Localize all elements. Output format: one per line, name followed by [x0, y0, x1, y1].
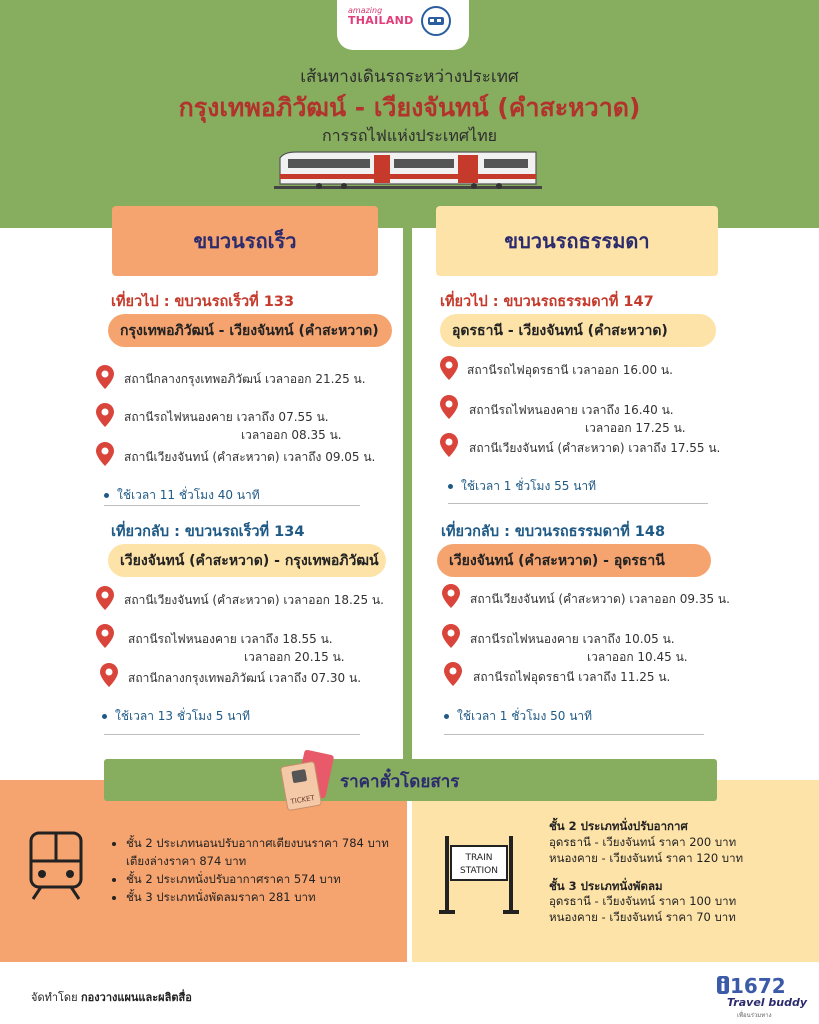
location-pin-icon	[96, 442, 114, 466]
credit-org: กองวางแผนและผลิตสื่อ	[81, 991, 192, 1004]
ticket-icon	[280, 750, 338, 812]
fare-right-line: หนองคาย - เวียงจันทน์ ราคา 120 บาท	[549, 851, 744, 865]
credit-line	[31, 988, 192, 1006]
logo-amazing-text: amazing	[348, 6, 383, 15]
amazing-thailand-logo: THAILAND	[348, 14, 414, 27]
right-ret-station-2-arrive: สถานีรถไฟหนองคาย เวลาถึง 10.05 น.	[470, 632, 675, 646]
train-front-icon	[27, 829, 85, 901]
left-ret-station-2-arrive: สถานีรถไฟหนองคาย เวลาถึง 18.55 น.	[128, 632, 333, 646]
right-out-station-2-depart: เวลาออก 17.25 น.	[585, 421, 686, 435]
header-subtitle: เส้นทางเดินรถระหว่างประเทศ	[300, 67, 519, 87]
bullet-dot-icon	[102, 714, 107, 719]
right-out-duration	[448, 477, 596, 496]
separator-line	[104, 505, 360, 506]
fare-right-line: หนองคาย - เวียงจันทน์ ราคา 70 บาท	[549, 910, 736, 924]
train-illustration-icon	[274, 150, 542, 192]
info-i-icon	[716, 975, 730, 995]
ticket-label: TICKET	[289, 793, 316, 806]
fare-item	[112, 834, 389, 852]
fare-list-left	[112, 834, 389, 906]
express-train-heading: ขบวนรถเร็ว	[112, 206, 378, 276]
left-ret-duration-text: ใช้เวลา 13 ชั่วโมง 5 นาที	[115, 709, 251, 723]
fare-item	[112, 888, 389, 906]
right-out-station-1: สถานีรถไฟอุดรธานี เวลาออก 16.00 น.	[467, 363, 673, 377]
location-pin-icon	[440, 433, 458, 457]
location-pin-icon	[96, 586, 114, 610]
bullet-dot-icon	[112, 842, 116, 846]
fare-right-line: อุดรธานี - เวียงจันทน์ ราคา 200 บาท	[549, 835, 737, 849]
location-pin-icon	[444, 662, 462, 686]
right-ret-duration	[444, 707, 592, 726]
sign-line-2: STATION	[460, 866, 498, 876]
fare-right-line: อุดรธานี - เวียงจันทน์ ราคา 100 บาท	[549, 894, 737, 908]
page-title: กรุงเทพอภิวัฒน์ - เวียงจันทน์ (คำสะหวาด)	[178, 93, 641, 122]
sign-line-1: TRAIN	[465, 853, 493, 863]
fare-item-text: ชั้น 3 ประเภทนั่งพัดลมราคา 281 บาท	[126, 890, 316, 904]
column-divider	[403, 228, 412, 788]
left-out-station-3: สถานีเวียงจันทน์ (คำสะหวาด) เวลาถึง 09.05 น.	[124, 450, 376, 464]
right-out-station-3: สถานีเวียงจันทน์ (คำสะหวาด) เวลาถึง 17.55 น.	[469, 441, 721, 455]
travel-buddy-logo: Travel buddy	[727, 996, 807, 1009]
train-station-sign-icon	[437, 836, 521, 914]
fare-right-heading-2: ชั้น 3 ประเภทนั่งพัดลม	[549, 879, 663, 893]
left-out-duration-text: ใช้เวลา 11 ชั่วโมง 40 นาที	[117, 488, 260, 502]
right-out-station-2-arrive: สถานีรถไฟหนองคาย เวลาถึง 16.40 น.	[469, 403, 674, 417]
fare-title: ราคาตั๋วโดยสาร	[340, 772, 460, 792]
right-outbound-trip: เที่ยวไป : ขบวนรถธรรมดาที่ 147	[440, 294, 654, 310]
location-pin-icon	[96, 365, 114, 389]
hotline-number: 1672	[730, 974, 786, 998]
left-out-station-2-arrive: สถานีรถไฟหนองคาย เวลาถึง 07.55 น.	[124, 410, 329, 424]
right-out-duration-text: ใช้เวลา 1 ชั่วโมง 55 นาที	[461, 479, 597, 493]
left-out-station-2-depart: เวลาออก 08.35 น.	[241, 428, 342, 442]
fare-item-text: เตียงล่างราคา 874 บาท	[126, 854, 247, 868]
fare-right-heading-1: ชั้น 2 ประเภทนั่งปรับอากาศ	[549, 819, 688, 833]
left-ret-duration	[102, 707, 250, 726]
right-ret-station-3: สถานีรถไฟอุดรธานี เวลาถึง 11.25 น.	[473, 670, 671, 684]
travel-buddy-subtext: เพื่อนร่วมทาง	[737, 1012, 772, 1019]
location-pin-icon	[442, 624, 460, 648]
bullet-dot-icon	[112, 878, 116, 882]
fare-item-text: ชั้น 2 ประเภทนอนปรับอากาศเตียงบนราคา 784 บาท	[126, 836, 389, 850]
right-outbound-route: อุดรธานี - เวียงจันทน์ (คำสะหวาด)	[440, 314, 716, 347]
separator-line	[448, 503, 708, 504]
bullet-dot-icon	[104, 493, 109, 498]
bullet-dot-icon	[112, 896, 116, 900]
right-ret-duration-text: ใช้เวลา 1 ชั่วโมง 50 นาที	[457, 709, 593, 723]
location-pin-icon	[440, 356, 458, 380]
location-pin-icon	[100, 663, 118, 687]
left-outbound-route: กรุงเทพอภิวัฒน์ - เวียงจันทน์ (คำสะหวาด)	[108, 314, 392, 347]
bullet-dot-icon	[444, 714, 449, 719]
separator-line	[104, 734, 360, 735]
fare-item	[112, 870, 389, 888]
left-outbound-trip: เที่ยวไป : ขบวนรถเร็วที่ 133	[111, 294, 295, 310]
left-ret-station-2-depart: เวลาออก 20.15 น.	[244, 650, 345, 664]
left-ret-station-3: สถานีกลางกรุงเทพอภิวัฒน์ เวลาถึง 07.30 น.	[128, 671, 362, 685]
srt-logo-icon	[421, 6, 451, 36]
location-pin-icon	[96, 624, 114, 648]
bullet-dot-icon	[448, 484, 453, 489]
right-ret-station-1: สถานีเวียงจันทน์ (คำสะหวาด) เวลาออก 09.35 น.	[470, 592, 730, 606]
right-return-route: เวียงจันทน์ (คำสะหวาด) - อุดรธานี	[437, 544, 711, 577]
location-pin-icon	[440, 395, 458, 419]
left-return-trip: เที่ยวกลับ : ขบวนรถเร็วที่ 134	[111, 524, 305, 540]
location-pin-icon	[96, 403, 114, 427]
left-out-station-1: สถานีกลางกรุงเทพอภิวัฒน์ เวลาออก 21.25 น.	[124, 372, 366, 386]
separator-line	[444, 734, 704, 735]
left-return-route: เวียงจันทน์ (คำสะหวาด) - กรุงเทพอภิวัฒน์	[108, 544, 386, 577]
right-ret-station-2-depart: เวลาออก 10.45 น.	[587, 650, 688, 664]
ordinary-train-heading: ขบวนรถธรรมดา	[436, 206, 718, 276]
fare-item-text: ชั้น 2 ประเภทนั่งปรับอากาศราคา 574 บาท	[126, 872, 341, 886]
right-return-trip: เที่ยวกลับ : ขบวนรถธรรมดาที่ 148	[441, 524, 666, 540]
header-organization: การรถไฟแห่งประเทศไทย	[321, 126, 498, 145]
credit-prefix: จัดทำโดย	[31, 991, 78, 1004]
left-out-duration	[104, 486, 260, 505]
left-ret-station-1: สถานีเวียงจันทน์ (คำสะหวาด) เวลาออก 18.25 น.	[124, 593, 384, 607]
location-pin-icon	[442, 584, 460, 608]
fare-item	[112, 852, 389, 870]
